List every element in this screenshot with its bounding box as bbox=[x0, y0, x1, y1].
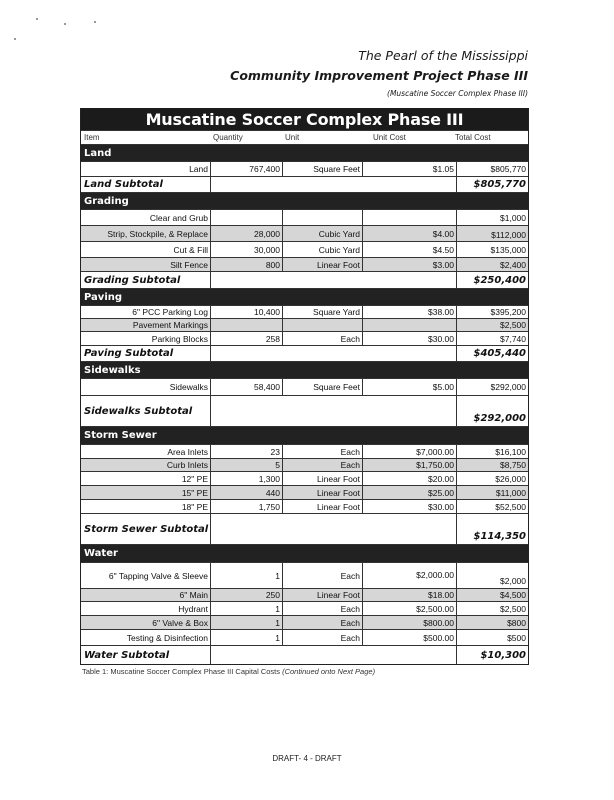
cell-quantity: 1 bbox=[211, 616, 283, 629]
cell-unit-cost: $20.00 bbox=[363, 472, 457, 485]
cell-item: 6" Main bbox=[81, 589, 211, 601]
cell-item: 6" Valve & Box bbox=[81, 616, 211, 629]
cell-unit: Each bbox=[283, 459, 363, 471]
cell-unit: Each bbox=[283, 630, 363, 645]
cell-total-cost: $800 bbox=[507, 617, 526, 628]
cell-unit bbox=[283, 210, 363, 225]
cell-quantity bbox=[211, 319, 283, 331]
cell-quantity: 28,000 bbox=[211, 226, 283, 241]
cell-unit-cost: $7,000.00 bbox=[363, 445, 457, 458]
document-header-line1: The Pearl of the Mississippi bbox=[358, 48, 528, 63]
subtotal-row-land bbox=[81, 177, 528, 193]
cell-unit bbox=[283, 319, 363, 331]
cell-item: Cut & Fill bbox=[81, 242, 211, 257]
section-header-grading: Grading bbox=[81, 193, 528, 210]
cell-unit-cost: $25.00 bbox=[363, 486, 457, 499]
table-row bbox=[81, 589, 528, 602]
cell-item: 6" PCC Parking Log bbox=[81, 306, 211, 318]
cell-total-cost: $2,000 bbox=[500, 576, 526, 586]
subtotal-value: $405,440 bbox=[473, 348, 526, 359]
cell-unit: Cubic Yard bbox=[283, 242, 363, 257]
subtotal-value: $250,400 bbox=[473, 274, 526, 286]
cell-unit-cost: $800.00 bbox=[363, 616, 457, 629]
cell-total-cost: $4,500 bbox=[500, 590, 526, 600]
column-header-quantity: Quantity bbox=[213, 133, 243, 142]
table-row bbox=[81, 242, 528, 258]
cell-quantity: 440 bbox=[211, 486, 283, 499]
table-row bbox=[81, 332, 528, 346]
subtotal-row-paving bbox=[81, 346, 528, 362]
table-row bbox=[81, 258, 528, 272]
cell-item: Silt Fence bbox=[81, 258, 211, 271]
subtotal-label: Paving Subtotal bbox=[81, 346, 211, 361]
subtotal-row-water bbox=[81, 646, 528, 665]
subtotal-label: Grading Subtotal bbox=[81, 272, 211, 288]
cell-unit: Linear Foot bbox=[283, 589, 363, 601]
cell-total-cost: $2,500 bbox=[500, 603, 526, 614]
cell-total-cost: $52,500 bbox=[495, 501, 526, 512]
table-caption bbox=[82, 667, 375, 676]
cell-quantity: 1,750 bbox=[211, 500, 283, 513]
subtotal-value: $10,300 bbox=[480, 649, 526, 661]
section-header-water: Water bbox=[81, 545, 528, 563]
table-row bbox=[81, 162, 528, 177]
cell-unit-cost bbox=[363, 210, 457, 225]
cell-total-cost: $2,500 bbox=[500, 320, 526, 330]
table-row bbox=[81, 459, 528, 472]
cell-total-cost: $2,400 bbox=[500, 259, 526, 270]
cell-total-cost: $26,000 bbox=[495, 473, 526, 484]
table-row bbox=[81, 486, 528, 500]
cell-unit: Each bbox=[283, 616, 363, 629]
cell-quantity: 1 bbox=[211, 602, 283, 615]
cell-total-cost: $16,100 bbox=[495, 446, 526, 457]
cell-total-cost: $500 bbox=[507, 632, 526, 643]
cell-item: Curb Inlets bbox=[81, 459, 211, 471]
cell-quantity: 10,400 bbox=[211, 306, 283, 318]
table-row bbox=[81, 563, 528, 589]
table-row bbox=[81, 616, 528, 630]
document-header-line2: Community Improvement Project Phase III bbox=[230, 68, 528, 83]
column-header-item: Item bbox=[84, 133, 100, 142]
section-header-land: Land bbox=[81, 145, 528, 162]
cell-item: 12" PE bbox=[81, 472, 211, 485]
scan-speck bbox=[36, 18, 38, 20]
section-header-storm-sewer: Storm Sewer bbox=[81, 427, 528, 445]
subtotal-label: Water Subtotal bbox=[81, 646, 211, 664]
cell-unit-cost: $4.00 bbox=[363, 226, 457, 241]
cell-total-cost: $112,000 bbox=[491, 230, 526, 240]
cell-total-cost: $1,000 bbox=[500, 212, 526, 223]
cell-item: Hydrant bbox=[81, 602, 211, 615]
subtotal-row-grading bbox=[81, 272, 528, 289]
cell-unit: Square Yard bbox=[283, 306, 363, 318]
cell-unit-cost: $30.00 bbox=[363, 500, 457, 513]
caption-note: (Continued onto Next Page) bbox=[282, 667, 376, 676]
cell-quantity: 5 bbox=[211, 459, 283, 471]
cell-unit: Square Feet bbox=[283, 379, 363, 395]
cell-quantity: 1 bbox=[211, 563, 283, 588]
cell-unit: Square Feet bbox=[283, 162, 363, 176]
cell-unit-cost: $3.00 bbox=[363, 258, 457, 271]
subtotal-label: Land Subtotal bbox=[81, 177, 211, 192]
cell-item: Area Inlets bbox=[81, 445, 211, 458]
cell-item: Parking Blocks bbox=[81, 332, 211, 345]
cell-unit-cost: $18.00 bbox=[363, 589, 457, 601]
cell-unit: Cubic Yard bbox=[283, 226, 363, 241]
subtotal-row-storm-sewer bbox=[81, 514, 528, 545]
subtotal-row-sidewalks bbox=[81, 396, 528, 427]
cell-unit-cost: $1,750.00 bbox=[363, 459, 457, 471]
cell-item: Clear and Grub bbox=[81, 210, 211, 225]
table-row bbox=[81, 500, 528, 514]
cell-unit-cost: $30.00 bbox=[363, 332, 457, 345]
cell-item: Strip, Stockpile, & Replace bbox=[81, 226, 211, 241]
subtotal-label: Sidewalks Subtotal bbox=[81, 396, 211, 426]
cell-total-cost: $8,750 bbox=[500, 460, 526, 470]
cell-unit-cost: $2,000.00 bbox=[363, 563, 457, 588]
cell-unit: Linear Foot bbox=[283, 258, 363, 271]
column-header-row bbox=[81, 131, 528, 145]
column-header-unit-cost: Unit Cost bbox=[373, 133, 406, 142]
document-header-line3: (Muscatine Soccer Complex Phase III) bbox=[387, 89, 528, 98]
cell-quantity: 767,400 bbox=[211, 162, 283, 176]
table-row bbox=[81, 602, 528, 616]
table-row bbox=[81, 379, 528, 396]
scan-speck bbox=[94, 21, 96, 23]
table-title-text: Muscatine Soccer Complex Phase III bbox=[145, 109, 464, 129]
cell-item: Sidewalks bbox=[81, 379, 211, 395]
cell-total-cost: $395,200 bbox=[490, 307, 526, 317]
table-row bbox=[81, 306, 528, 319]
cell-total-cost: $7,740 bbox=[500, 333, 526, 344]
cell-quantity: 23 bbox=[211, 445, 283, 458]
cell-unit-cost: $4.50 bbox=[363, 242, 457, 257]
column-header-unit: Unit bbox=[285, 133, 300, 142]
cell-unit-cost: $38.00 bbox=[363, 306, 457, 318]
cell-quantity: 58,400 bbox=[211, 379, 283, 395]
table-title bbox=[81, 108, 528, 131]
cell-quantity: 800 bbox=[211, 258, 283, 271]
subtotal-value: $292,000 bbox=[473, 413, 526, 424]
table-row bbox=[81, 472, 528, 486]
cell-item: Land bbox=[81, 162, 211, 176]
cell-total-cost: $805,770 bbox=[490, 164, 526, 174]
cell-unit: Each bbox=[283, 563, 363, 588]
subtotal-value: $114,350 bbox=[473, 531, 526, 542]
table-row bbox=[81, 226, 528, 242]
cell-unit: Linear Foot bbox=[283, 486, 363, 499]
cell-total-cost: $292,000 bbox=[490, 382, 526, 392]
cell-quantity: 1 bbox=[211, 630, 283, 645]
cell-unit: Each bbox=[283, 602, 363, 615]
cell-item: Testing & Disinfection bbox=[81, 630, 211, 645]
cell-unit-cost bbox=[363, 319, 457, 331]
cell-unit: Linear Foot bbox=[283, 500, 363, 513]
cell-unit-cost: $1.05 bbox=[363, 162, 457, 176]
scan-speck bbox=[64, 23, 66, 25]
cell-unit: Linear Foot bbox=[283, 472, 363, 485]
section-header-sidewalks: Sidewalks bbox=[81, 362, 528, 379]
cell-unit: Each bbox=[283, 445, 363, 458]
cell-quantity: 30,000 bbox=[211, 242, 283, 257]
cell-unit-cost: $500.00 bbox=[363, 630, 457, 645]
subtotal-value: $805,770 bbox=[473, 179, 526, 190]
table-row bbox=[81, 445, 528, 459]
cell-quantity: 250 bbox=[211, 589, 283, 601]
cell-item: 18" PE bbox=[81, 500, 211, 513]
subtotal-label: Storm Sewer Subtotal bbox=[81, 514, 211, 544]
cell-unit-cost: $2,500.00 bbox=[363, 602, 457, 615]
cell-unit-cost: $5.00 bbox=[363, 379, 457, 395]
capital-costs-table bbox=[80, 108, 529, 665]
column-header-total-cost: Total Cost bbox=[455, 133, 491, 142]
table-row bbox=[81, 319, 528, 332]
cell-item: 15" PE bbox=[81, 486, 211, 499]
cell-total-cost: $11,000 bbox=[495, 487, 526, 498]
cell-total-cost: $135,000 bbox=[490, 244, 526, 255]
table-row bbox=[81, 210, 528, 226]
cell-quantity bbox=[211, 210, 283, 225]
caption-text: Table 1: Muscatine Soccer Complex Phase III Capital Costs bbox=[82, 667, 283, 676]
cell-item: 6" Tapping Valve & Sleeve bbox=[81, 563, 211, 588]
cell-unit: Each bbox=[283, 332, 363, 345]
page-footer: DRAFT- 4 - DRAFT bbox=[272, 754, 342, 763]
section-header-paving: Paving bbox=[81, 289, 528, 306]
cell-item: Pavement Markings bbox=[81, 319, 211, 331]
table-row bbox=[81, 630, 528, 646]
cell-quantity: 258 bbox=[211, 332, 283, 345]
scan-speck bbox=[14, 38, 16, 40]
cell-quantity: 1,300 bbox=[211, 472, 283, 485]
